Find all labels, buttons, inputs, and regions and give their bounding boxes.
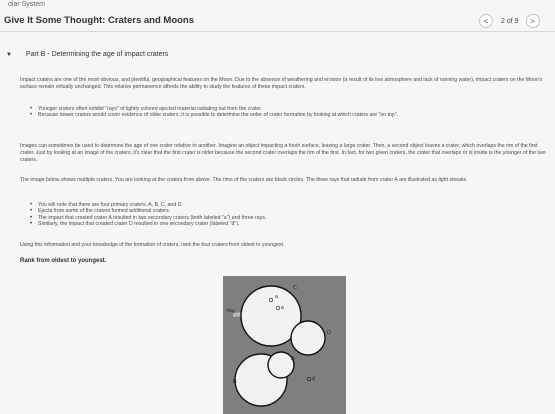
label-crater-a: A [291,356,295,362]
part-b-toggle[interactable] [6,51,168,58]
label-crater-b: B [233,379,237,385]
caret-down-icon: ▼ [6,52,12,58]
list-item: • Because newer craters would cover evidence of older craters, it is possible to determine the order of crater formation by looking at which craters are "on top". [38,112,546,118]
chevron-right-icon: > [530,16,535,26]
paragraph-1: Impact craters are one of the most obvious, and plentiful, geographical features on the Moon. Due to the absence of weathering and erosion (a result of its low atmosphere and lack of running water), impact craters on the Moon's surface remain virtually unchanged. This relative permanence affords the ability to study the features of these impact craters. [20,77,543,90]
paragraph-2: Images can sometimes be used to determine the age of one crater relative to another. Imagine an object impacting a fresh surface, leaving a large crater. Then, a second object leaves a crater, which overlaps the rim of the first crater. Just by looking at an image of the craters, it's clear that the first crater is older because the second crater overlaps the rim of the first. In fact, for two given craters, the crater that overlaps or is inside is the younger of the two craters. [20,143,546,163]
bullets-1 [20,106,546,119]
crater-figure [223,276,346,414]
page-title: Give It Some Thought: Craters and Moons [4,15,195,26]
rank-heading: Rank from oldest to youngest. [20,258,107,264]
list-item: • Younger craters often exhibit "rays" of lightly colored ejected material radiating out from the crater. [38,106,546,112]
breadcrumb: olar System [8,1,45,8]
list-item: • The impact that created crater A resulted in two secondary craters (both labeled "a") and three rays. [38,215,546,221]
images-paragraph [20,143,546,163]
label-crater-d: D [327,330,331,336]
bullets-2 [20,202,546,228]
label-a: a [275,294,278,300]
label-a: a [281,305,284,311]
list-item: • Similarly, the impact that created crater D resulted in one secondary crater (labeled "d"). [38,221,546,227]
pager [479,14,540,28]
intro-paragraph [20,77,546,91]
figure-description [20,177,546,184]
prev-page-button[interactable] [479,14,493,28]
list-item: • You will note that there are four primary craters, A, B, C, and D. [38,202,546,208]
paragraph-3: The image below shows multiple craters. You are looking at the craters from above. The rims of the craters are black circles. The three rays that radiate from crater A are illustrated as light streaks. [20,177,468,183]
list-item: • Ejecta from some of the craters formed additional craters. [38,208,546,214]
next-page-button[interactable] [526,14,540,28]
crater-diagram [223,276,346,414]
paragraph-4: Using this information and your knowledge of the formation of craters, rank the four craters from oldest to youngest. [20,242,285,248]
label-ray: Ray [227,308,236,313]
label-d: d [312,376,315,382]
page-header [0,10,555,32]
label-crater-c: C [293,285,297,291]
instruction [20,242,546,249]
chevron-left-icon: < [483,16,489,26]
crater-d [291,321,325,355]
part-title: Part B - Determining the age of impact craters [25,51,169,58]
page-indicator: 2 of 9 [501,17,519,25]
